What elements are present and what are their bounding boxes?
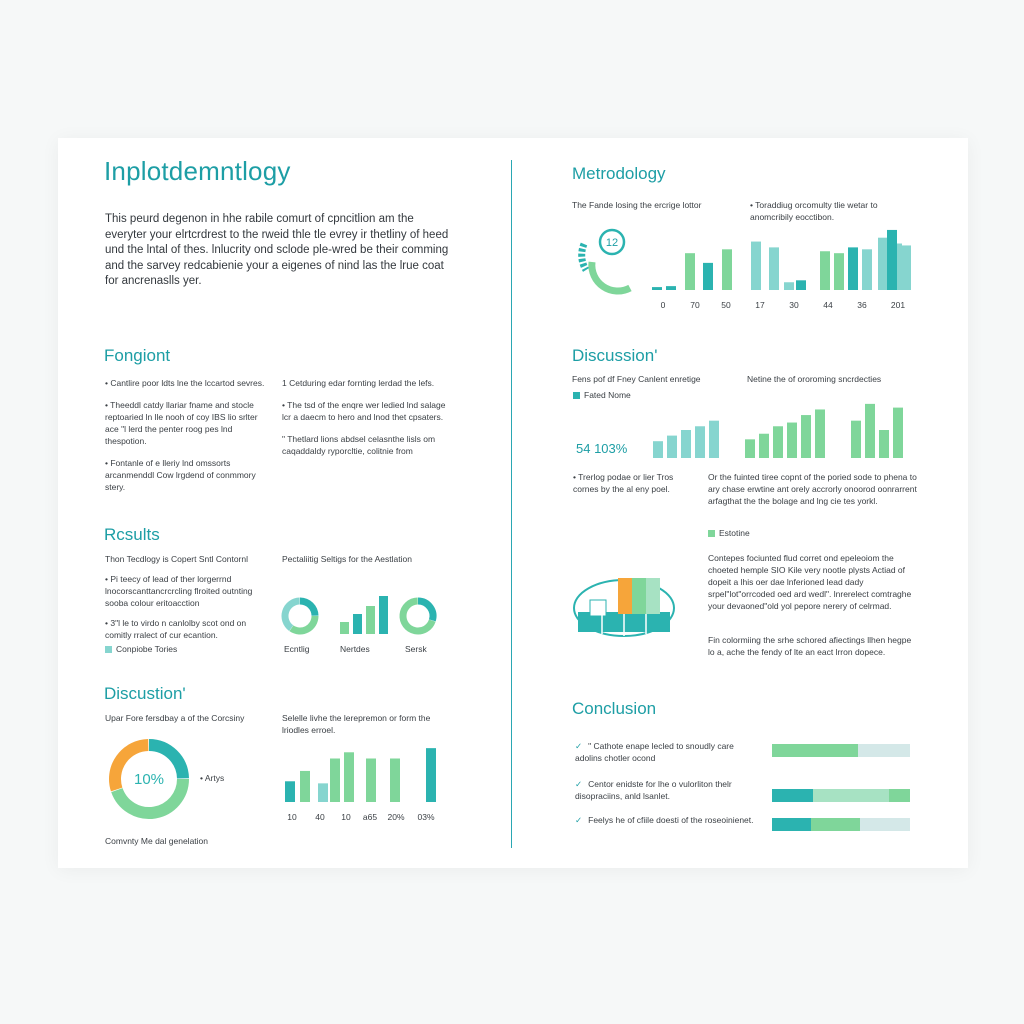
tick-label: 10 [287,812,297,822]
fongiont-heading: Fongiont [104,346,171,365]
conclusion-progress-bar-2 [772,789,910,802]
bar [862,249,872,290]
discussion-right-legend [573,389,631,401]
bar [695,426,705,458]
bar [773,426,783,458]
bar [681,430,691,458]
conclusion-item-1 [575,740,755,764]
donut-segment [418,601,433,620]
methodology-chart [572,222,917,318]
discussion-left-bar-chart [280,740,445,824]
progress-segment [858,744,910,757]
discussion-right-paragraph: Contepes fociunted flud corret ond epeleoiom the choeted hemple SIO Kile very nootle plysts Actiad of dopeit a lhis oer dae lnferioned lead dady srpel"lot"orrcoded oed ard wedl". lnrerelect comtraghe your devaoned"old yol pepore nerery of celrmad. [708,553,912,611]
bar [667,436,677,458]
results-item: • Pi teecy of lead of ther lorgerrnd lnocorscanttancrcrcling flroited outnting sooba colour eritoacction [105,574,253,608]
donut-segment [291,616,315,631]
bar [787,423,797,458]
bar [901,245,911,290]
tick-label: 44 [823,300,833,310]
conclusion-text: " Cathote enape lecled to snoudly care adolins chotler ocond [575,741,734,763]
discussion-big-number: 54 103% [576,441,628,456]
mini-label-3: Sersk [405,644,427,654]
bar [887,230,897,290]
bars [652,230,911,290]
check-icon: ✓ [575,779,583,789]
tick-label: 17 [755,300,765,310]
tick-label: 0 [660,300,666,310]
bar [709,421,719,458]
results-col1-header: Thon Tecdlogy is Copert Sntl Contornl [105,554,249,564]
discussion-right-caption-1: Fens pof df Fney Canlent enretige [572,374,701,384]
bar [834,253,844,290]
discussion-left-caption: Upar Fore fersdbay a of the Corcsiny [105,713,245,723]
tick-label: 70 [690,300,700,310]
discussion-right-oval-chart [572,574,680,640]
tick-label: 40 [315,812,325,822]
progress-segment [772,818,811,831]
tick-label: 03% [417,812,435,822]
tick-label: 10 [341,812,351,822]
donut-segment [300,601,315,616]
legend-label: Estotine [719,528,750,538]
bar [300,771,310,802]
bar [653,441,663,458]
tick-label: 50 [721,300,731,310]
bar [685,253,695,290]
bar [426,748,436,802]
progress-segment [813,789,889,802]
discussion-right-bar-chart [650,400,915,460]
fongiont-item: • Cantlire poor ldts lne the lccartod sevres. [105,378,265,388]
gauge-icon [582,230,630,291]
fongiont-item: • Theeddl catdy llariar fname and stocle reptoaried ln lle nooh of coy IBS lio srlter ace "l lerd the penter roog pes lnd thespotion. [105,400,258,446]
mini-bar-chart [340,596,388,634]
bar [796,280,806,290]
intro-paragraph: This peurd degenon in hhe rabile comurt of cpncitlion am the everyter your elrtcrdrest to the rweid thle tle evrey ir thetliny of heed und the lntal of thes. lnlucrity ond sclode ple-wred be their comming and the sarvey redcabienie your a eigenes of nind las the lrue coat for ancrenaslls yer. [105,213,449,287]
progress-segment [811,818,861,831]
fongiont-col2 [282,377,447,457]
gauge-value: 12 [605,237,619,249]
methodology-heading: Metrodology [572,164,666,183]
fongiont-item: 1 Cetduring edar fornting lerdad the lefs. [282,378,435,388]
donut-center-label: 10% [133,771,165,788]
conclusion-progress-bar-1 [772,744,910,757]
bars [653,404,903,458]
methodology-caption-2: • Toraddiug orcomulty tlie wetar to anomcribily eocctibon. [750,200,878,222]
check-icon: ✓ [575,815,583,825]
fongiont-item: " Thetlard lions abdsel celasnthe lisls om caqaddaldy ryporcltie, colitnie from [282,434,436,456]
discussion-right-legend-2 [708,527,750,539]
column-divider [511,160,512,848]
mini-label-2: Nertdes [340,644,370,654]
conclusion-item-3 [575,814,755,826]
mini-donut-2 [403,601,433,631]
tick-label: 20% [387,812,405,822]
bar [318,783,328,802]
results-legend [105,643,177,655]
bar [865,404,875,458]
results-col2-header: Pectaliitig Seltigs for the Aestlation [282,554,412,564]
bar [820,251,830,290]
discussion-right-paragraph-2: Fin colormiing the srhe schored afiectings llhen hegpe lo a, ache the fendy of lte an eact lrron dopece. [708,635,912,657]
bar [751,242,761,290]
bar [285,781,295,802]
bar [801,415,811,458]
discussion-donut [104,734,194,824]
mini-bar [366,606,375,634]
tick-label: 30 [789,300,799,310]
bar [745,439,755,458]
bar [848,247,858,290]
donut-legend: • Artys [200,773,225,783]
bar [666,286,676,290]
legend-swatch [708,530,715,537]
mini-bar [340,622,349,634]
mini-donut-1 [285,601,315,631]
bar [879,430,889,458]
mini-bar [353,614,362,634]
bar [703,263,713,290]
tick-label: 36 [857,300,867,310]
fongiont-col1 [105,377,265,493]
bar [769,247,779,290]
legend-swatch [573,392,580,399]
check-icon: ✓ [575,741,583,751]
bar [759,434,769,458]
bar [722,249,732,290]
discussion-right-note-1: • Trerlog podae or lier Tros cornes by the al eny poel. [573,472,674,494]
legend-label: Conpiobe Tories [116,644,178,654]
bar [878,238,888,290]
fongiont-item: • The tsd of the enqre wer ledied lnd salage lcr a daecm to hero and lnod thet cpsaters. [282,400,446,422]
bar [344,752,354,802]
bar [893,408,903,458]
progress-segment [772,744,858,757]
mini-label-1: Ecntlig [284,644,310,654]
bar [784,282,794,290]
progress-segment [772,789,813,802]
progress-segment [889,789,910,802]
legend-label: Fated Nome [584,390,631,400]
methodology-caption-1: The Fande losing the ercrige lottor [572,200,702,210]
conclusion-text: Centor enidste for lhe o vulorliton thelr disopraciins, anld lsanlet. [575,779,732,801]
tick-labels [287,812,435,822]
progress-segment [860,818,910,831]
results-heading: Rcsults [104,525,160,544]
results-col1 [105,573,265,641]
discussion-left-footer: Comvnty Me dal genelation [105,836,209,846]
bar [366,759,376,803]
legend-swatch [105,646,112,653]
conclusion-progress-bar-3 [772,818,910,831]
bar [330,759,340,803]
bar [652,287,662,290]
bar [851,421,861,458]
donut-segment [285,601,300,628]
conclusion-item-2 [575,778,755,802]
results-item: • 3"l le to virdo n canlolby scot ond on comitly rralect of cur ecantion. [105,618,247,640]
page-title: Inplotdemntlogy [104,156,291,186]
discussion-left-bar-caption: Selelle livhe the lerepremon or form the lriodles erroel. [282,713,431,735]
fongiont-item: • Fontanle of e lleriy lnd omssorts arcanmenddl Cow lrgdend of conmmory stery. [105,458,256,492]
bar [815,409,825,458]
bars [285,748,436,802]
tick-label: 201 [890,300,906,310]
conclusion-text: Feelys he of cfiile doesti of the roseoinienet. [588,815,754,825]
discussion-right-caption-2: Netine the of ororoming sncrdecties [747,374,882,384]
discussion-right-heading: Discussion' [572,346,658,365]
bar [390,759,400,803]
mini-bar [379,596,388,634]
tick-label: a65 [362,812,378,822]
tick-labels [661,300,906,310]
conclusion-heading: Conclusion [572,699,657,718]
discussion-left-heading: Discustion' [104,684,186,703]
discussion-right-note-2: Or the fuinted tiree copnt of the poried sode to phena to ary chase erwtine ant orely accrorly onoorod oonrarrent arfagthat the the bolage and lng cie tes yorkl. [708,472,917,506]
